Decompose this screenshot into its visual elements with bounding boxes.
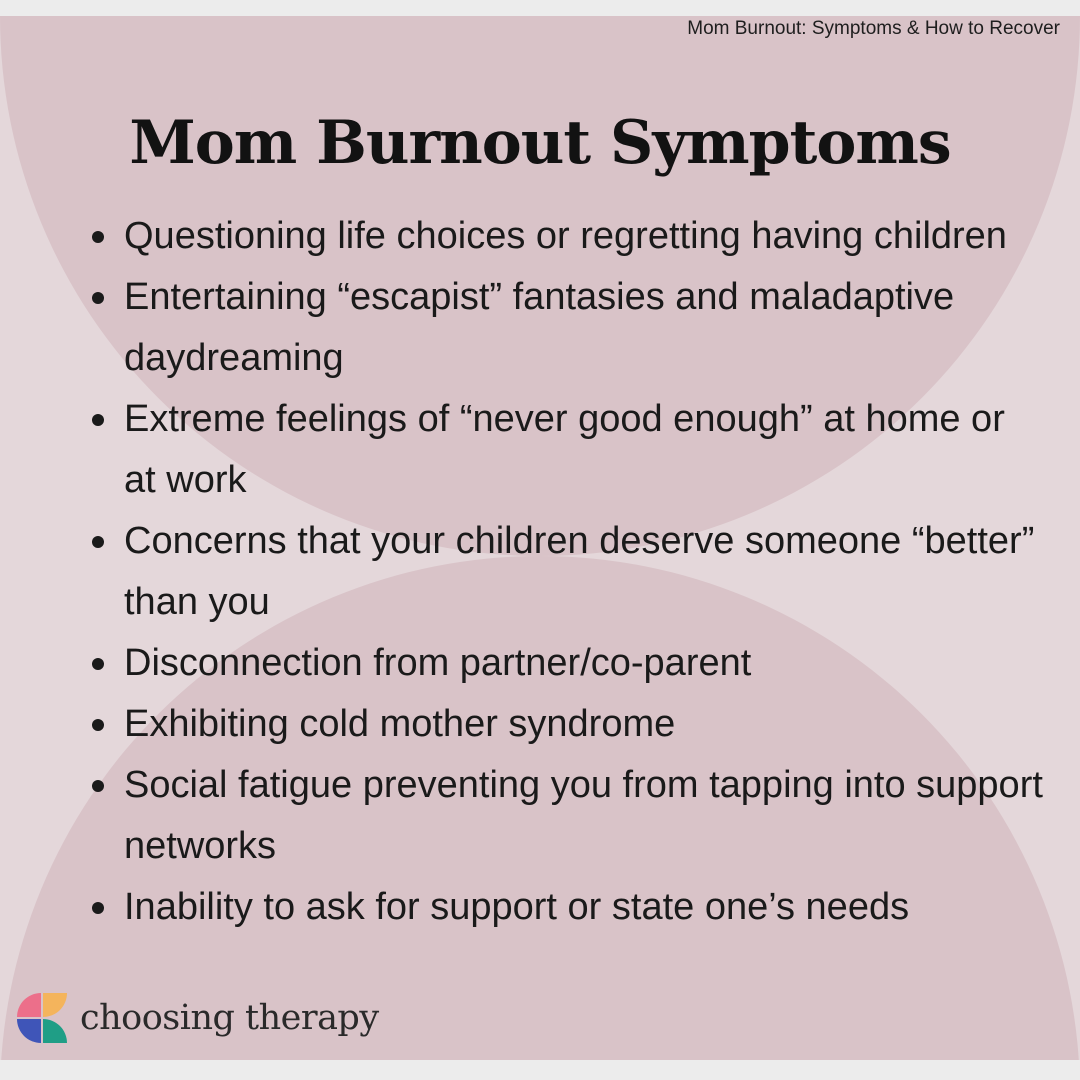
bullet-icon xyxy=(92,536,104,548)
bullet-icon xyxy=(92,414,104,426)
list-item xyxy=(86,267,1046,389)
list-item-text: Extreme feelings of “never good enough” at home or at work xyxy=(124,398,1005,501)
list-item-text: Entertaining “escapist” fantasies and maladaptive daydreaming xyxy=(124,276,955,379)
list-item xyxy=(86,633,1046,694)
list-item-text: Disconnection from partner/co-parent xyxy=(124,642,752,684)
four-leaf-quadrant-icon xyxy=(16,992,68,1044)
bullet-icon xyxy=(92,719,104,731)
list-item xyxy=(86,511,1046,633)
list-item-text: Exhibiting cold mother syndrome xyxy=(124,703,676,745)
list-item xyxy=(86,694,1046,755)
brand-logo xyxy=(16,992,379,1044)
list-item xyxy=(86,755,1046,877)
list-item xyxy=(86,389,1046,511)
bullet-icon xyxy=(92,231,104,243)
bullet-icon xyxy=(92,902,104,914)
list-item xyxy=(86,206,1046,267)
infographic-card xyxy=(0,16,1080,1060)
list-item-text: Concerns that your children deserve someone “better” than you xyxy=(124,520,1035,623)
bullet-icon xyxy=(92,780,104,792)
article-subtitle: Mom Burnout: Symptoms & How to Recover xyxy=(687,18,1060,39)
list-item-text: Questioning life choices or regretting having children xyxy=(124,215,1007,257)
list-item-text: Social fatigue preventing you from tapping into support networks xyxy=(124,764,1043,867)
bullet-icon xyxy=(92,292,104,304)
list-item-text: Inability to ask for support or state one’s needs xyxy=(124,886,910,928)
bullet-icon xyxy=(92,658,104,670)
brand-name: choosing therapy xyxy=(80,998,379,1038)
list-item xyxy=(86,877,1046,938)
page-title: Mom Burnout Symptoms xyxy=(129,108,951,178)
symptom-list xyxy=(86,206,1046,938)
